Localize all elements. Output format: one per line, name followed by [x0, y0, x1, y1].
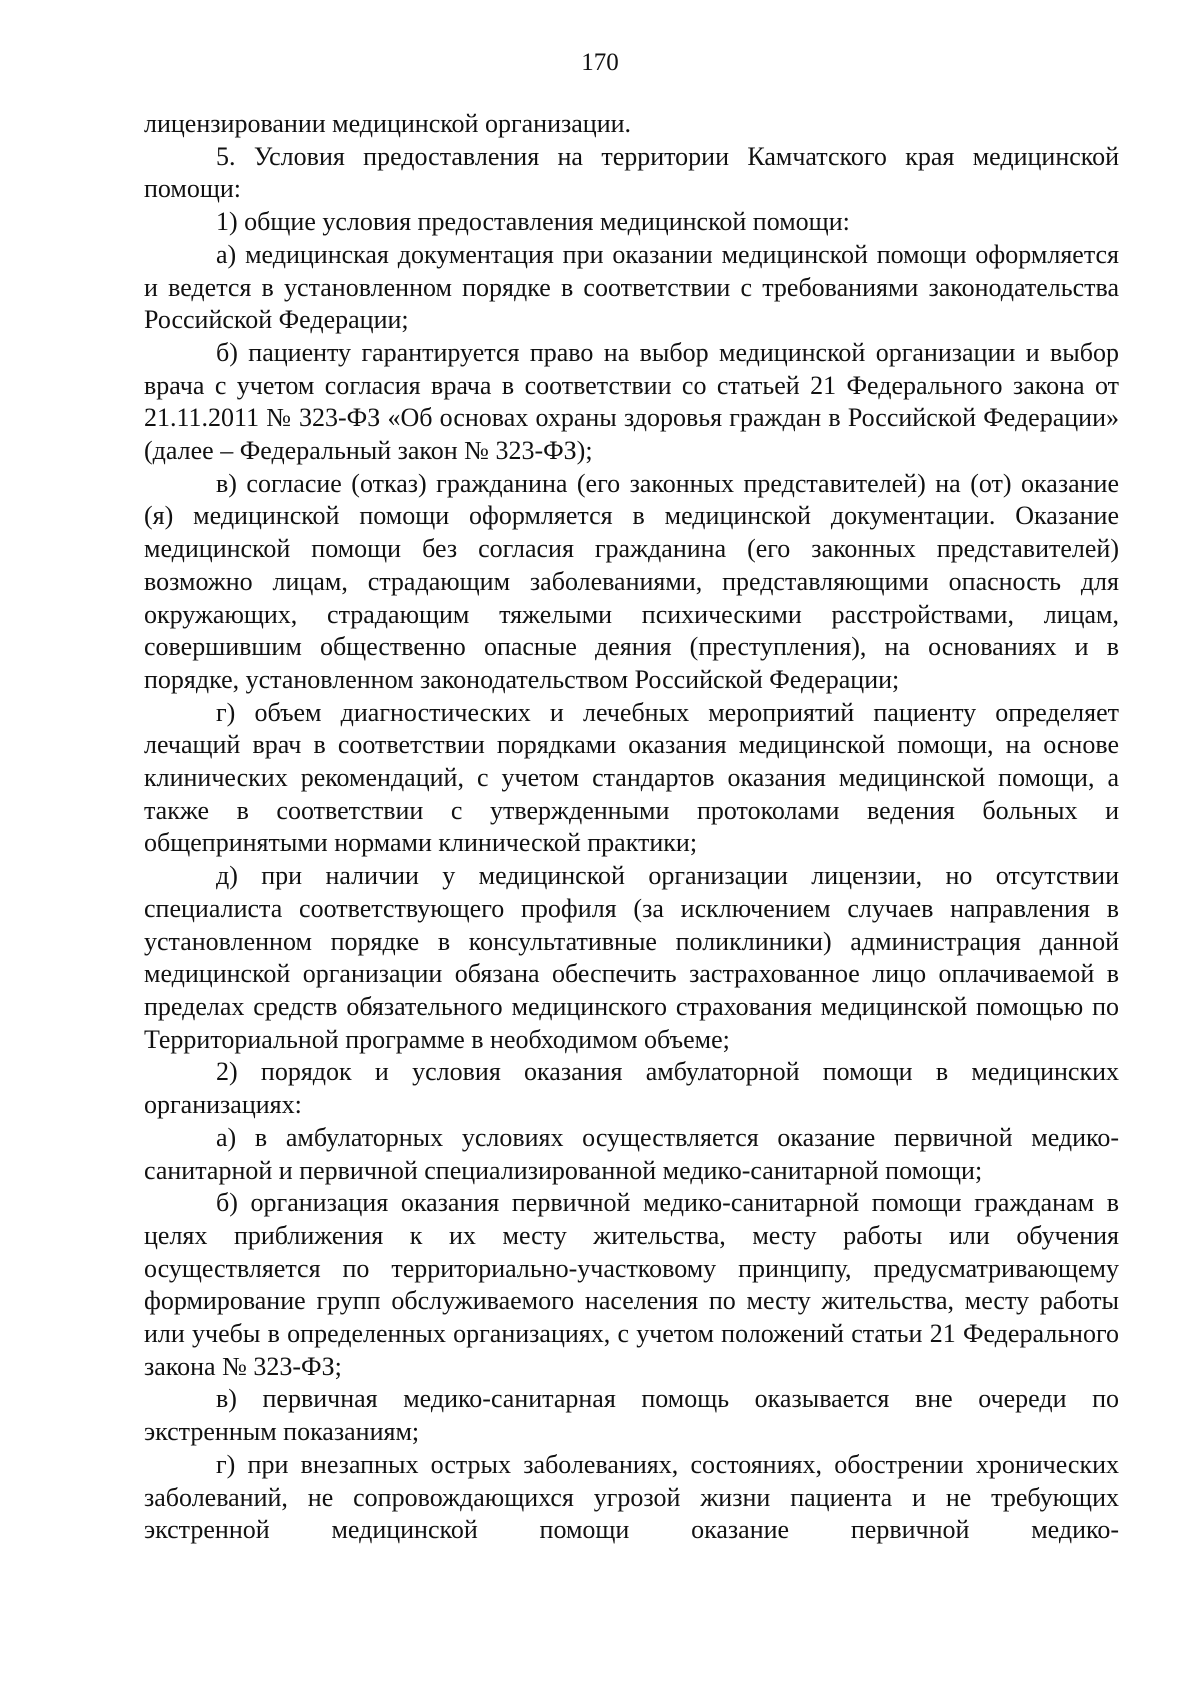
paragraph: г) при внезапных острых заболеваниях, состояниях, обострении хронических заболеваний, не сопровождающихся угрозой жизни пациента и не требующих экстренной медицинской помощи оказание первичной медико-: [144, 1449, 1119, 1545]
paragraph: д) при наличии у медицинской организации лицензии, но отсутствии специалиста соответствующего профиля (за исключением случаев направления в установленном порядке в консультативные поликлиники) администрация данной медицинской организации обязана обеспечить застрахованное лицо оплачиваемой в пределах средств обязательного медицинского страхования медицинской помощью по Территориальной программе в необходимом объеме;: [144, 861, 1119, 1054]
page-number: 170: [581, 49, 619, 76]
paragraph: б) организация оказания первичной медико-санитарной помощи гражданам в целях приближения к их месту жительства, месту работы или обучения осуществляется по территориально-участковому принципу, предусматривающему формирование групп обслуживаемого населения по месту жительства, месту работы или учебы в определенных организациях, с учетом положений статьи 21 Федерального закона № 323-ФЗ;: [144, 1188, 1119, 1381]
paragraph: 1) общие условия предоставления медицинской помощи:: [216, 207, 850, 237]
paragraph: в) первичная медико-санитарная помощь оказывается вне очереди по экстренным показаниям;: [144, 1384, 1119, 1447]
paragraph: а) медицинская документация при оказании медицинской помощи оформляется и ведется в установленном порядке в соответствии с требованиями законодательства Российской Федерации;: [144, 239, 1119, 335]
paragraph: б) пациенту гарантируется право на выбор медицинской организации и выбор врача с учетом согласия врача в соответствии со статьей 21 Федерального закона от 21.11.2011 № 323-ФЗ «Об основах охраны здоровья граждан в Российской Федерации» (далее – Федеральный закон № 323-ФЗ);: [144, 337, 1119, 466]
document-body: [144, 108, 1119, 1547]
paragraph: а) в амбулаторных условиях осуществляется оказание первичной медико-санитарной и первичной специализированной медико-санитарной помощи;: [144, 1122, 1119, 1185]
paragraph: 5. Условия предоставления на территории Камчатского края медицинской помощи:: [144, 141, 1119, 204]
paragraph: в) согласие (отказ) гражданина (его законных представителей) на (от) оказание (я) медицинской помощи оформляется в медицинской документации. Оказание медицинской помощи без согласия гражданина (его законных представителей) возможно лицам, страдающим заболеваниями, представляющими опасность для окружающих, страдающим тяжелыми психическими расстройствами, лицам, совершившим общественно опасные деяния (преступления), на основаниях и в порядке, установленном законодательством Российской Федерации;: [144, 468, 1119, 694]
paragraph: 2) порядок и условия оказания амбулаторной помощи в медицинских организациях:: [144, 1057, 1119, 1120]
paragraph: г) объем диагностических и лечебных мероприятий пациенту определяет лечащий врач в соответствии порядками оказания медицинской помощи, на основе клинических рекомендаций, с учетом стандартов оказания медицинской помощи, а также в соответствии с утвержденными протоколами ведения больных и общепринятыми нормами клинической практики;: [144, 697, 1119, 858]
paragraph: лицензировании медицинской организации.: [144, 109, 632, 138]
